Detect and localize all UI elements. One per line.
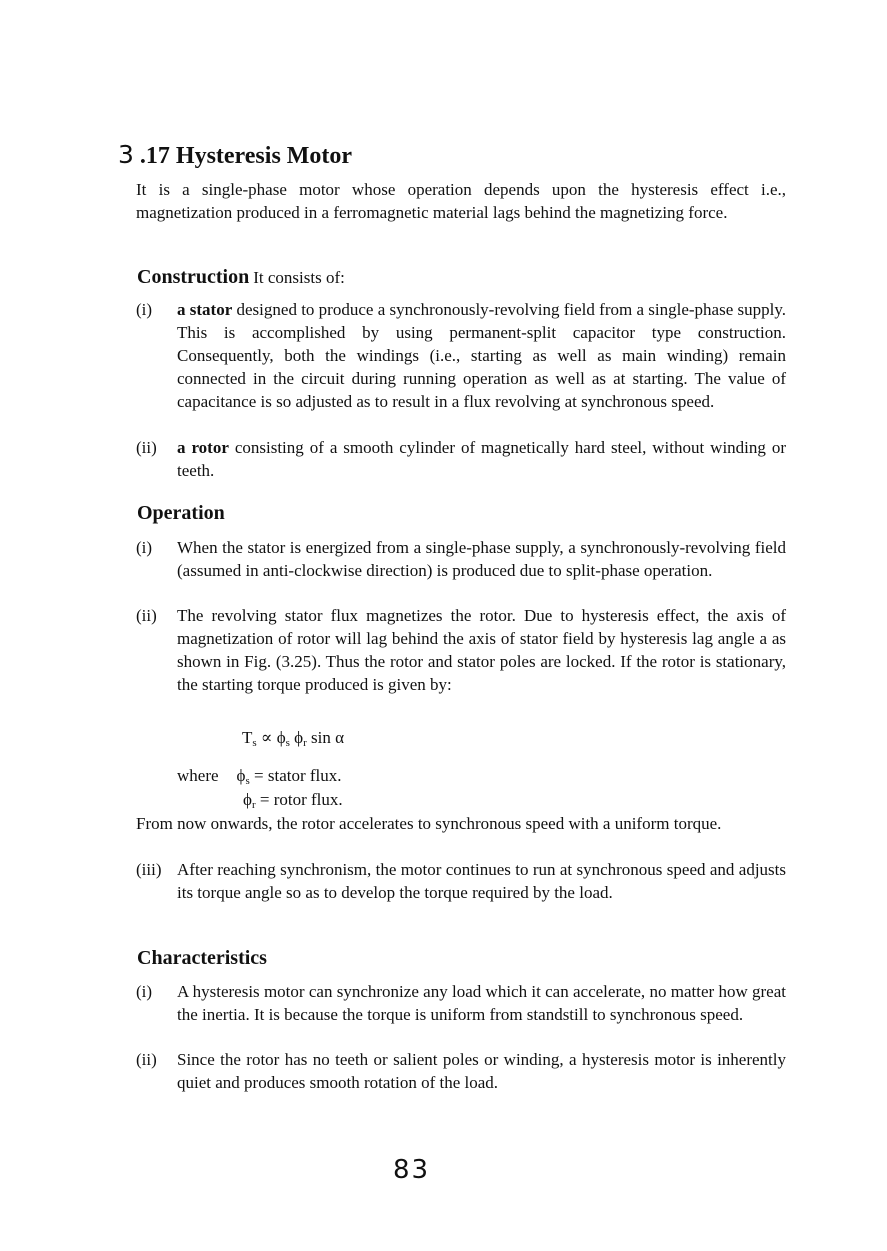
characteristics-item: (ii) Since the rotor has no teeth or salient poles or winding, a hysteresis motor is inherently quiet and produces smooth rotation of the load.	[136, 1050, 786, 1092]
page-number: 83	[393, 1155, 431, 1185]
construction-item: (i) a stator designed to produce a synchronously-revolving field from a single-phase supply. This is accomplished by using permanent-split capacitor type construction. Consequently, both the windings (i.e., starting as well as main winding) remain connected in the circuit during running operation as well as at starting. The value of capacitance is so adjusted as to result in a flux revolving at synchronous speed.	[136, 300, 786, 411]
construction-lead: It consists of:	[253, 268, 345, 287]
operation-heading: Operation	[137, 502, 225, 524]
operation-item: (iii) After reaching synchronism, the motor continues to run at synchronous speed and adjusts its torque angle so as to develop the torque required by the load.	[136, 860, 786, 902]
construction-item: (ii) a rotor consisting of a smooth cylinder of magnetically hard steel, without winding or teeth.	[136, 438, 786, 480]
section-heading	[118, 140, 352, 170]
characteristics-heading: Characteristics	[137, 947, 267, 969]
operation-item: (i) When the stator is energized from a single-phase supply, a synchronously-revolving field (assumed in anti-clockwise direction) is produced due to split-phase operation.	[136, 538, 786, 580]
characteristics-item: (i) A hysteresis motor can synchronize any load which it can accelerate, no matter how great the inertia. It is because the torque is uniform from standstill to synchronous speed.	[136, 982, 786, 1024]
construction-heading: Construction It consists of:	[137, 266, 345, 288]
section-number: 3	[118, 140, 134, 169]
intro-paragraph: It is a single-phase motor whose operation depends upon the hysteresis effect i.e., magnetization produced in a ferromagnetic material lags behind the magnetizing force.	[136, 180, 786, 222]
operation-item: (ii) The revolving stator flux magnetizes the rotor. Due to hysteresis effect, the axis of magnetization of rotor will lag behind the axis of stator field by hysteresis lag angle a as shown in Fig. (3.25). Thus the rotor and stator poles are locked. If the rotor is stationary, the starting torque produced is given by:	[136, 606, 786, 694]
where-rotor-flux: $\phi_r$ = rotor flux.	[243, 790, 343, 811]
section-title: .17 Hysteresis Motor	[133, 143, 353, 169]
torque-formula: $T_s \propto \phi_s$ $\phi_r$ sin α	[242, 728, 345, 749]
where-stator-flux: where $\phi_s$ = stator flux.	[177, 766, 342, 787]
after-paragraph: From now onwards, the rotor accelerates to synchronous speed with a uniform torque.	[136, 814, 722, 833]
